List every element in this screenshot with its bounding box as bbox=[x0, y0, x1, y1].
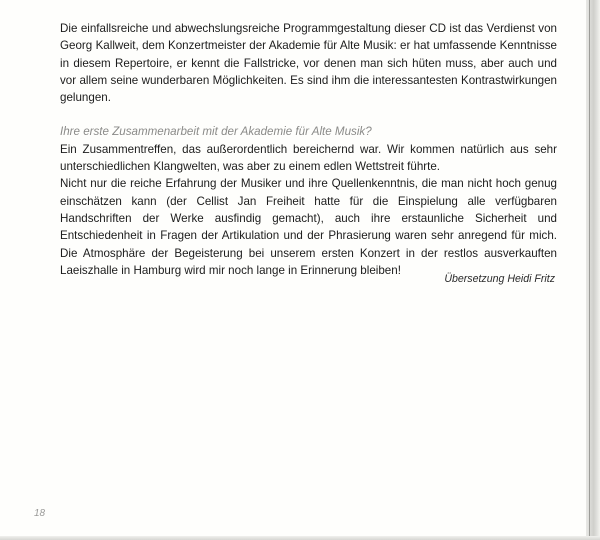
page-edge-line bbox=[589, 0, 590, 540]
intro-paragraph: Die einfallsreiche und abwechslungsreiche Programmgestaltung dieser CD ist das Verdienst von Georg Kallweit, dem Konzertmeister der Akademie für Alte Musik: er hat umfassende Kenntnisse in diesem Repertoire, er kennt die Fallstricke, vor denen man sich hüten muss, aber auch und vor allem seine wunderbaren Möglichkeiten. Es sind ihm die interessantesten Kontrastwirkungen gelungen. bbox=[60, 22, 557, 105]
interview-question: Ihre erste Zusammenarbeit mit der Akademie für Alte Musik? bbox=[60, 125, 372, 139]
translation-credit: Übersetzung Heidi Fritz bbox=[444, 273, 555, 285]
page-number: 18 bbox=[34, 508, 46, 519]
text-block bbox=[60, 20, 557, 279]
answer-paragraph-1: Ein Zusammentreffen, das außerordentlich bereichernd war. Wir kommen natürlich aus sehr unterschiedlichen Klangwelten, was aber zu einem edlen Wettstreit führte. bbox=[60, 142, 557, 174]
page-bottom-edge bbox=[0, 536, 600, 540]
answer-paragraph-2: Nicht nur die reiche Erfahrung der Musiker und ihre Quellenkenntnis, die man nicht hoch genug einschätzen kann (der Cellist Jan Freiheit hatte für die Einspielung alle verfügbaren Handschriften der Werke ausfindig gemacht), auch ihre erstaunliche Sicherheit und Entschiedenheit in Fragen der Artikulation und der Phrasierung waren sehr anregend für mich. Die Atmosphäre der Begeisterung bei unserem ersten Konzert in der restlos ausverkauften Laeiszhalle in Hamburg wird mir noch lange in Erinnerung bleiben! bbox=[60, 177, 557, 277]
